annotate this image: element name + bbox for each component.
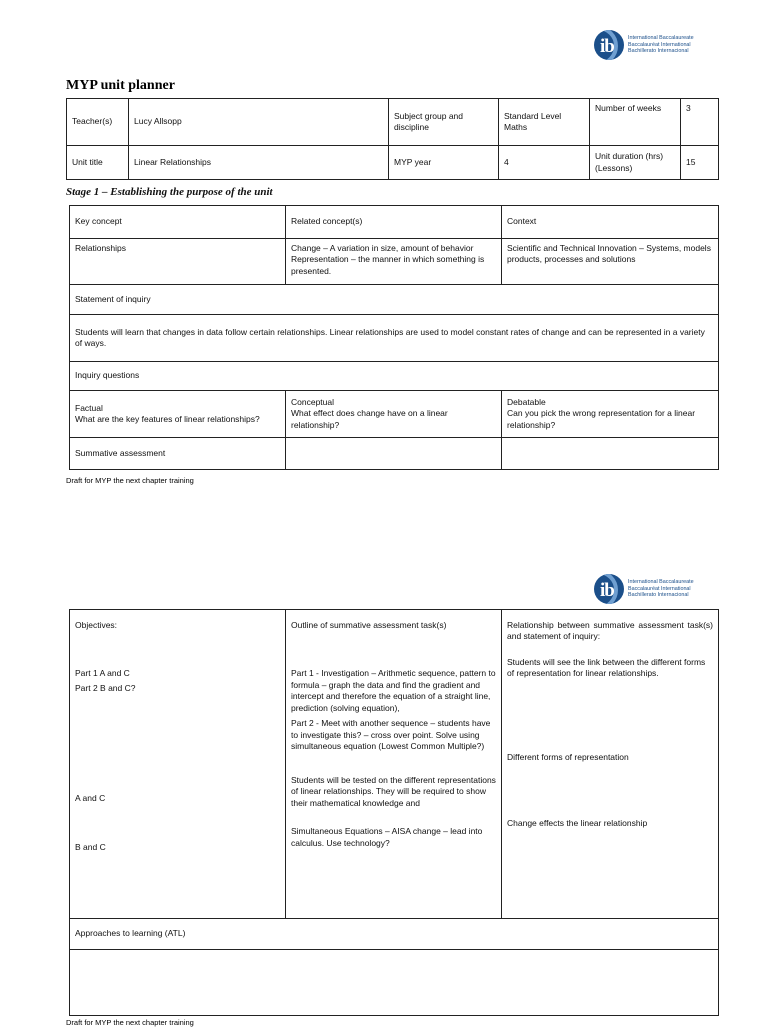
context-label: Context [502, 206, 719, 239]
unit-header-table [66, 98, 719, 180]
outline-tested: Students will be tested on the different representations of linear relationships. They will be required to show their mathematical knowledge and [291, 774, 496, 808]
myp-year-label: MYP year [389, 146, 499, 180]
ib-logo-text: International Baccalaureate Baccalauréat International Bachillerato Internacional [628, 34, 694, 55]
relationship-column [502, 610, 719, 919]
atl-content [70, 950, 719, 1016]
inquiry-questions-label: Inquiry questions [70, 362, 719, 391]
outline-simultaneous: Simultaneous Equations – AISA change – lead into calculus. Use technology? [291, 826, 483, 848]
statement-of-inquiry-label: Statement of inquiry [70, 285, 719, 315]
conceptual-question-cell [286, 391, 502, 438]
atl-label: Approaches to learning (ATL) [70, 919, 719, 950]
stage-heading: Stage 1 – Establishing the purpose of the unit [66, 186, 273, 198]
key-concept-value: Relationships [70, 239, 286, 285]
myp-year-value: 4 [499, 146, 590, 180]
context-value: Scientific and Technical Innovation – Systems, models products, processes and solutions [502, 239, 719, 285]
ib-logo-mark: ib [594, 30, 624, 60]
ib-logo-page2 [594, 574, 694, 604]
conceptual-label: Conceptual [291, 396, 335, 407]
outline-label: Outline of summative assessment task(s) [291, 620, 447, 630]
unit-title-label: Unit title [67, 146, 129, 180]
debatable-label: Debatable [507, 396, 546, 407]
assessment-table [69, 609, 719, 1016]
outline-part2: Part 2 - Meet with another sequence – students have to investigate this? – cross over point. Solve using simultaneous equation (Lowest Common Multiple?) [291, 718, 491, 752]
page1-footer: Draft for MYP the next chapter training [66, 476, 194, 485]
factual-question-cell [70, 391, 286, 438]
factual-label: Factual [75, 402, 103, 413]
ib-logo [594, 30, 694, 60]
related-concepts-value: Change – A variation in size, amount of behavior Representation – the manner in which something is presented. [286, 239, 502, 285]
duration-label: Unit duration (hrs) (Lessons) [590, 146, 681, 180]
key-concept-label: Key concept [70, 206, 286, 239]
teacher-value: Lucy Allsopp [129, 99, 389, 146]
ib-logo-mark: ib [594, 574, 624, 604]
objective-part2: Part 2 B and C? [75, 682, 136, 693]
factual-value: What are the key features of linear relationships? [75, 414, 260, 424]
relationship-forms: Different forms of representation [507, 751, 629, 762]
ib-logo-text: International Baccalaureate Baccalauréat International Bachillerato Internacional [628, 578, 694, 599]
debatable-value: Can you pick the wrong representation for a linear relationship? [507, 408, 696, 430]
relationship-change: Change effects the linear relationship [507, 818, 648, 829]
weeks-label: Number of weeks [590, 99, 681, 146]
page2-footer: Draft for MYP the next chapter training [66, 1018, 194, 1027]
debatable-question-cell [502, 391, 719, 438]
objective-part1: Part 1 A and C [75, 668, 130, 679]
relationship-link: Students will see the link between the different forms of representation for linear relationships. [507, 656, 706, 679]
page-title: MYP unit planner [66, 78, 175, 93]
summative-assessment-empty-2 [502, 438, 719, 470]
subject-label: Subject group and discipline [389, 99, 499, 146]
stage-table [69, 205, 719, 470]
objective-b-and-c: B and C [75, 841, 106, 852]
objective-a-and-c: A and C [75, 793, 106, 804]
summative-assessment-empty-1 [286, 438, 502, 470]
outline-part1: Part 1 - Investigation – Arithmetic sequence, pattern to formula – graph the data and find the gradient and intercept and therefore the equation of a straight line, prediction (solving equation), [291, 668, 496, 713]
teacher-label: Teacher(s) [67, 99, 129, 146]
related-concepts-label: Related concept(s) [286, 206, 502, 239]
outline-column [286, 610, 502, 919]
objectives-label: Objectives: [75, 620, 118, 630]
objectives-column [70, 610, 286, 919]
weeks-value: 3 [681, 99, 719, 146]
subject-value: Standard Level Maths [499, 99, 590, 146]
summative-assessment-label: Summative assessment [70, 438, 286, 470]
duration-value: 15 [681, 146, 719, 180]
statement-of-inquiry-value: Students will learn that changes in data follow certain relationships. Linear relationships are used to model constant rates of change and can be represented in a variety of ways. [70, 315, 719, 362]
conceptual-value: What effect does change have on a linear relationship? [291, 408, 448, 430]
unit-title-value: Linear Relationships [129, 146, 389, 180]
relationship-label: Relationship between summative assessment task(s) and statement of inquiry: [507, 620, 713, 642]
